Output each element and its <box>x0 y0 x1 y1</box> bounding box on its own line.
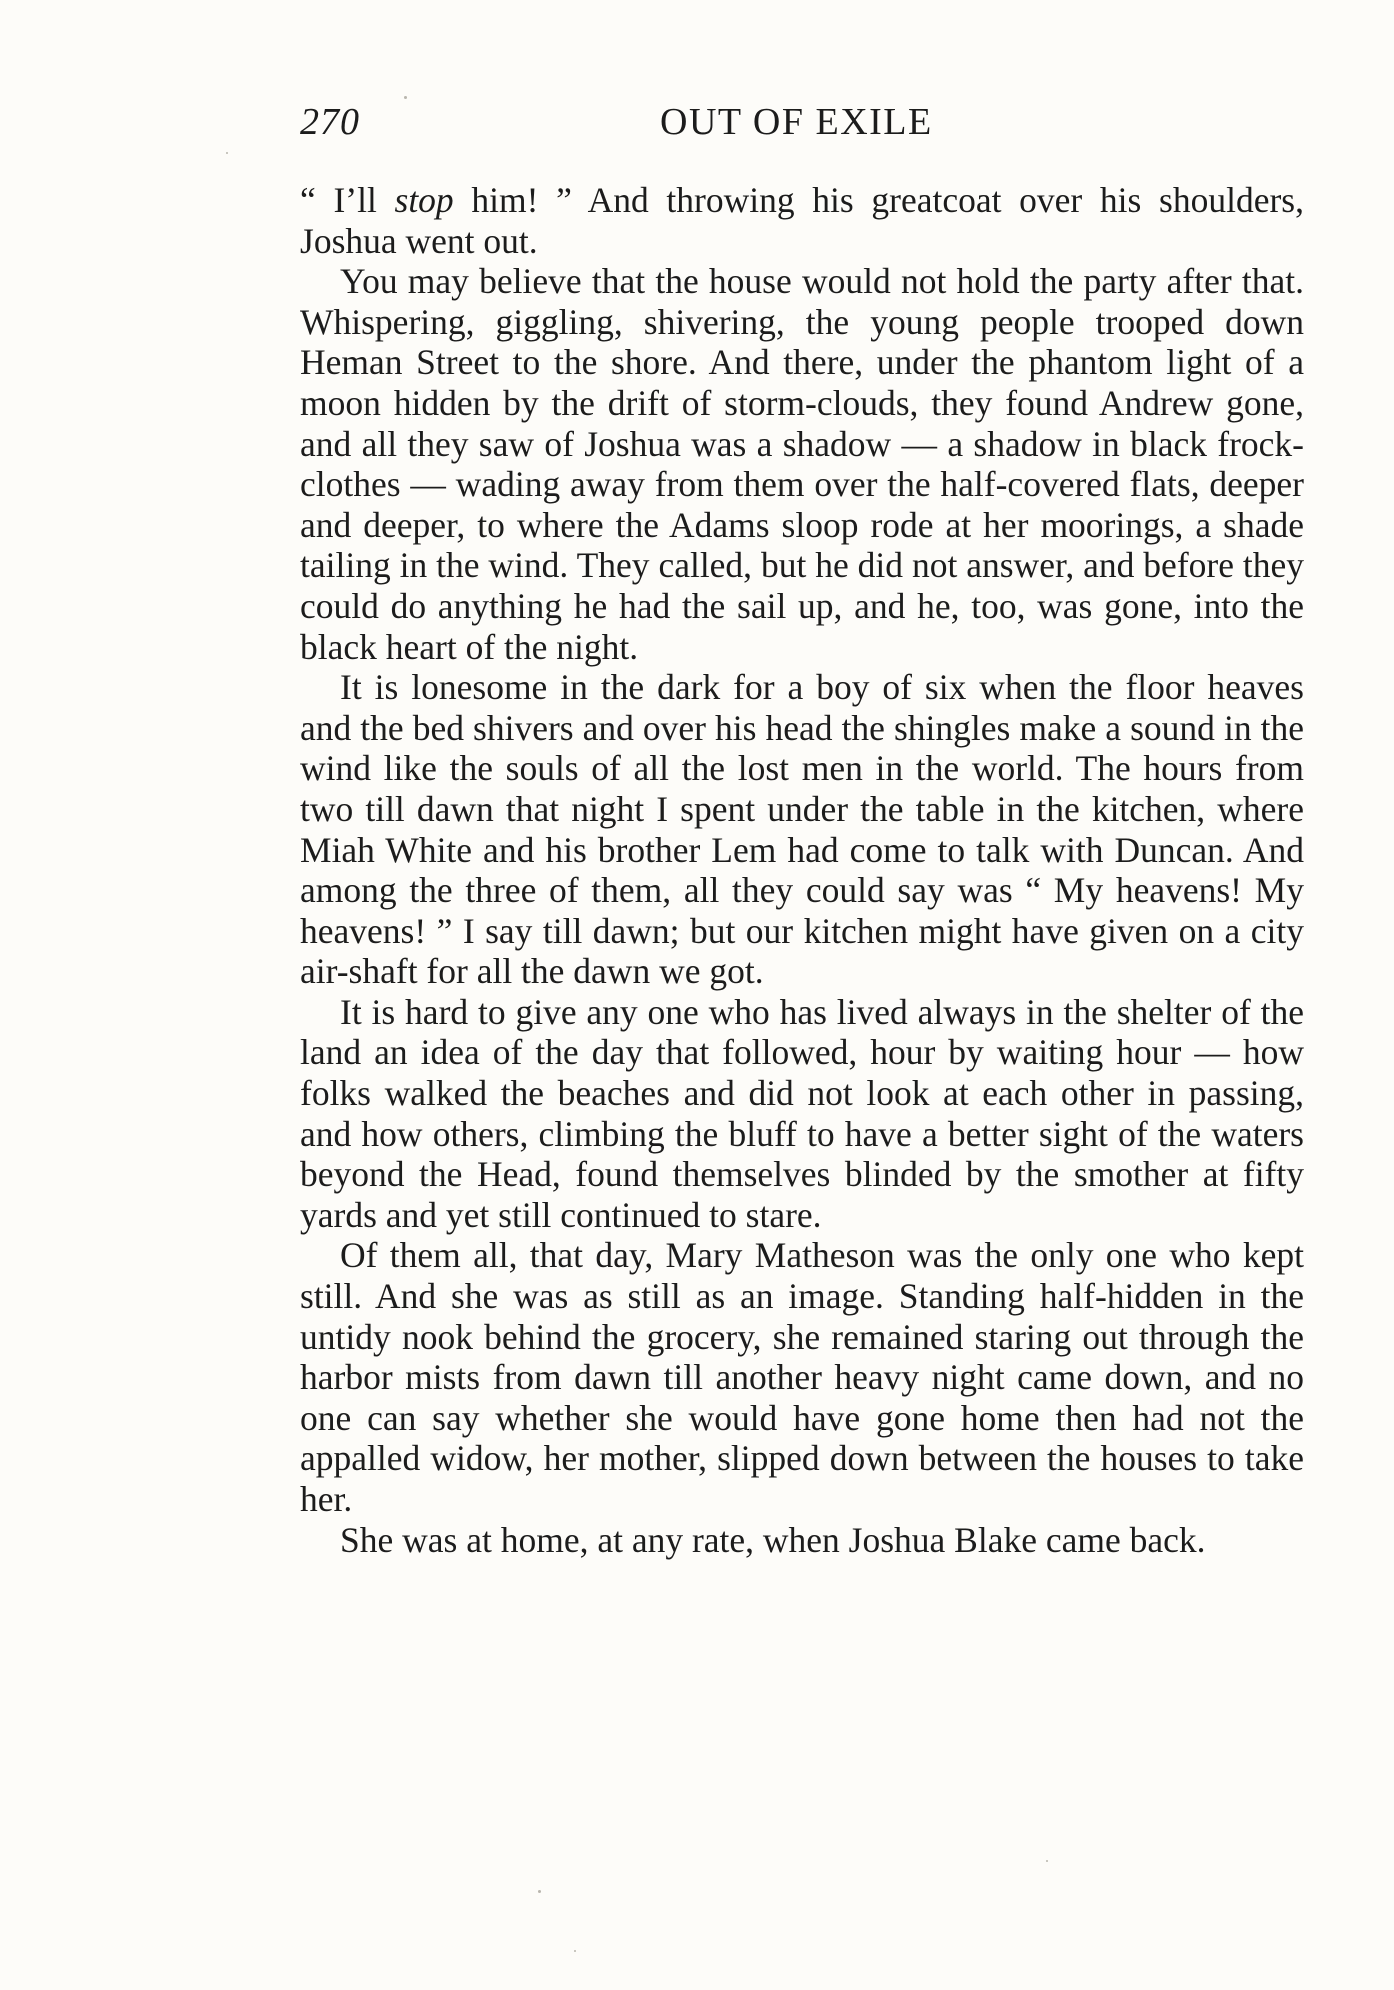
paragraph-3: It is lonesome in the dark for a boy of six when the floor heaves and the bed shivers and over his head the shingles make a sound in the wind like the souls of all the lost men in the world. The hours from two till dawn that night I spent under the table in the kitchen, where Miah White and his brother Lem had come to talk with Duncan. And among the three of them, all they could say was “ My heavens! My heavens! ” I say till dawn; but our kitchen might have given on a city air-shaft for all the dawn we got. <box>300 667 1304 992</box>
page-number: 270 <box>300 101 360 143</box>
paragraph-2: You may believe that the house would not hold the party after that. Whispering, giggling, shivering, the young people trooped down Heman Street to the shore. And there, under the phantom light of a moon hidden by the drift of storm-clouds, they found Andrew gone, and all they saw of Joshua was a shadow — a shadow in black frock-clothes — wading away from them over the half-covered flats, deeper and deeper, to where the Adams sloop rode at her moorings, a shade tailing in the wind. They called, but he did not answer, and before they could do anything he had the sail up, and he, too, was gone, into the black heart of the night. <box>300 261 1304 667</box>
paragraph-1-before: “ I’ll <box>300 180 395 220</box>
paragraph-1 <box>300 180 1304 261</box>
paragraph-5: Of them all, that day, Mary Matheson was the only one who kept still. And she was as still as an image. Standing half-hidden in the untidy nook behind the grocery, she remained staring out through the harbor mists from dawn till another heavy night came down, and no one can say whether she would have gone home then had not the appalled widow, her mother, slipped down between the houses to take her. <box>300 1235 1304 1519</box>
emphasis-stop: stop <box>394 180 454 220</box>
body-text <box>300 180 1304 1560</box>
running-head: OUT OF EXILE <box>660 101 933 143</box>
paragraph-4: It is hard to give any one who has lived always in the shelter of the land an idea of the day that followed, hour by waiting hour — how folks walked the beaches and did not look at each other in passing, and how others, climbing the bluff to have a better sight of the waters beyond the Head, found themselves blinded by the smother at fifty yards and yet still continued to stare. <box>300 991 1304 1235</box>
paragraph-1-after: him! ” And throwing his greatcoat over his shoulders, Joshua went out. <box>300 180 1304 261</box>
paper-speck <box>538 1890 541 1893</box>
paper-speck <box>1046 1860 1048 1862</box>
paper-speck <box>574 1950 576 1952</box>
paper-speck <box>404 96 407 99</box>
paragraph-6: She was at home, at any rate, when Joshua Blake came back. <box>340 1519 1206 1560</box>
paper-speck <box>226 152 228 154</box>
